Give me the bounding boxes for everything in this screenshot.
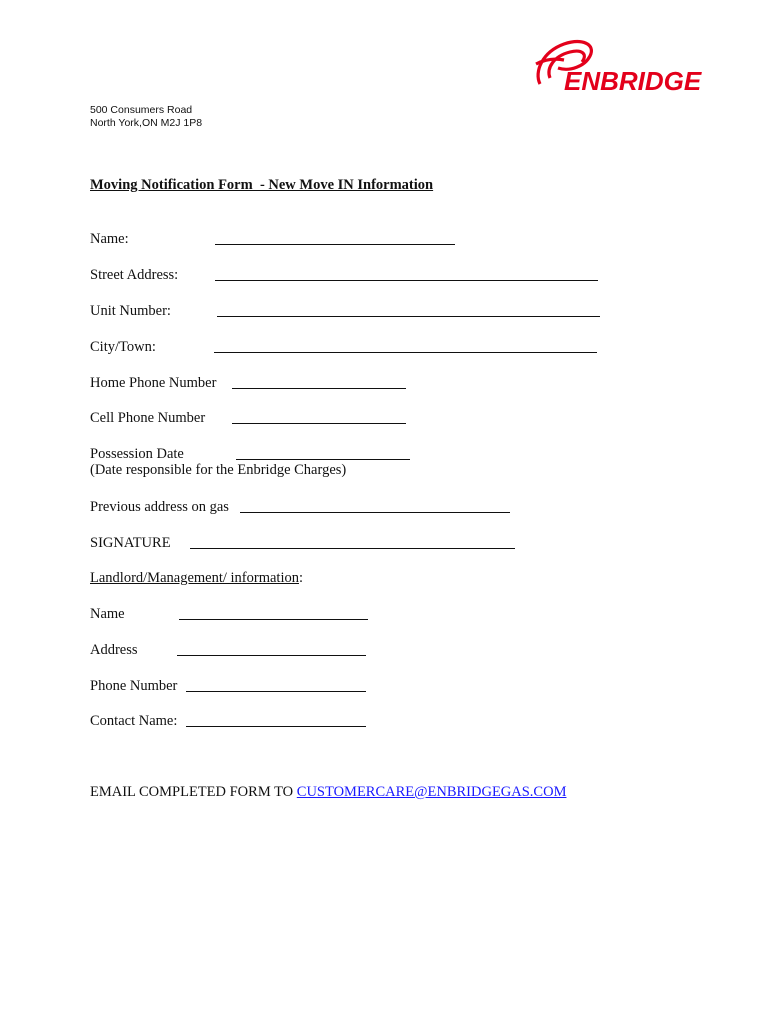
landlord-name-field[interactable] xyxy=(179,605,368,620)
svg-text:ENBRIDGE: ENBRIDGE xyxy=(564,66,702,96)
previous-address-label: Previous address on gas xyxy=(90,499,229,515)
address-line-2: North York,ON M2J 1P8 xyxy=(90,117,203,129)
landlord-phone-label: Phone Number xyxy=(90,678,178,694)
landlord-phone-field[interactable] xyxy=(186,677,366,692)
landlord-address-label: Address xyxy=(90,642,138,658)
name-field[interactable] xyxy=(215,230,455,245)
possession-date-field[interactable] xyxy=(236,445,410,460)
landlord-heading-colon: : xyxy=(298,570,304,586)
home-phone-label: Home Phone Number xyxy=(90,375,217,391)
city-label: City/Town: xyxy=(90,339,156,355)
landlord-heading xyxy=(90,570,303,587)
landlord-contact-label: Contact Name: xyxy=(90,713,178,729)
unit-number-label: Unit Number: xyxy=(90,303,171,319)
landlord-address-field[interactable] xyxy=(177,641,366,656)
landlord-name-label: Name xyxy=(90,606,125,622)
landlord-heading-text: Landlord/Management/ information xyxy=(90,570,299,586)
possession-date-note: (Date responsible for the Enbridge Charges) xyxy=(90,462,347,478)
signature-field[interactable] xyxy=(190,534,515,549)
street-address-field[interactable] xyxy=(215,266,598,281)
city-field[interactable] xyxy=(214,338,597,353)
cell-phone-field[interactable] xyxy=(232,409,406,424)
home-phone-field[interactable] xyxy=(232,374,406,389)
name-label: Name: xyxy=(90,231,129,247)
address-line-1: 500 Consumers Road xyxy=(90,104,193,116)
possession-date-label: Possession Date xyxy=(90,446,184,462)
landlord-contact-field[interactable] xyxy=(186,712,366,727)
company-address xyxy=(90,104,202,130)
cell-phone-label: Cell Phone Number xyxy=(90,410,206,426)
email-link[interactable]: CUSTOMERCARE@ENBRIDGEGAS.COM xyxy=(296,784,567,800)
unit-number-field[interactable] xyxy=(217,302,600,317)
enbridge-logo xyxy=(530,34,730,96)
street-address-label: Street Address: xyxy=(90,267,179,283)
signature-label: SIGNATURE xyxy=(90,535,171,551)
previous-address-field[interactable] xyxy=(240,498,510,513)
email-prefix: EMAIL COMPLETED FORM TO xyxy=(90,784,297,800)
email-instruction xyxy=(90,784,566,801)
form-title: Moving Notification Form - New Move IN Information xyxy=(90,177,434,193)
